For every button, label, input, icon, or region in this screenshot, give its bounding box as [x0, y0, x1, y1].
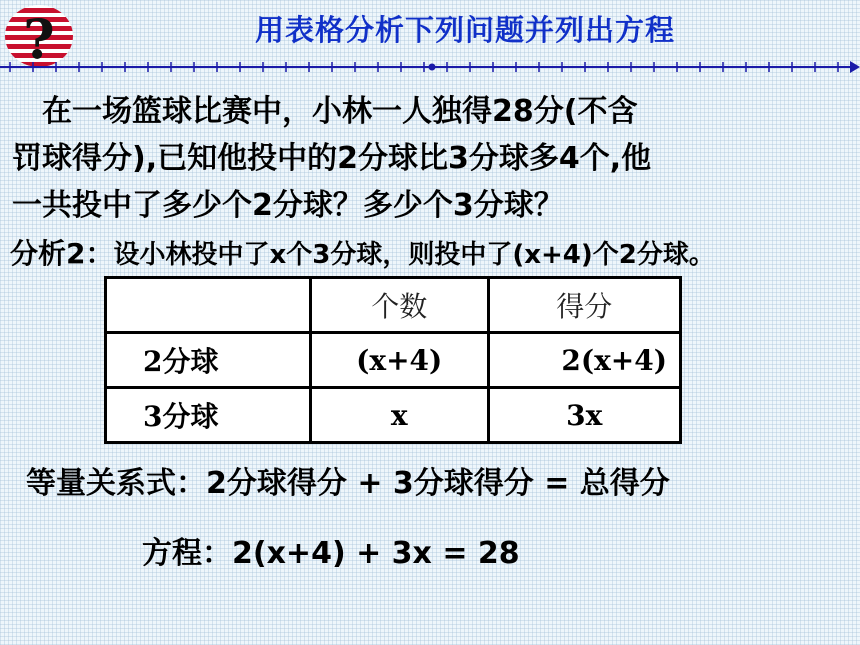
svg-text:?: ? — [23, 7, 55, 70]
table-header-cell — [106, 278, 311, 333]
table-cell: 2分球 — [106, 333, 311, 388]
table-header-row — [106, 278, 681, 333]
analysis-lead: 分析2： — [10, 237, 114, 270]
problem-line: 一共投中了多少个2分球？多少个3分球？ — [12, 188, 564, 223]
equality-relation: 等量关系式：2分球得分 + 3分球得分 = 总得分 — [26, 466, 670, 501]
table-row — [106, 388, 681, 443]
analysis-text — [10, 232, 715, 272]
table-cell: 3分球 — [106, 388, 311, 443]
table-cell: 2(x+4) — [488, 333, 680, 388]
table-cell: x — [310, 388, 488, 443]
page-title: 用表格分析下列问题并列出方程 — [255, 13, 676, 47]
equation: 方程：2(x+4) + 3x = 28 — [142, 536, 520, 571]
problem-line: 罚球得分),已知他投中的2分球比3分球多4个,他 — [12, 141, 652, 176]
analysis-body: 设小林投中了x个3分球，则投中了(x+4)个2分球。 — [113, 240, 715, 270]
table-row — [106, 333, 681, 388]
table-cell: (x+4) — [310, 333, 488, 388]
table-header-cell: 得分 — [488, 278, 680, 333]
problem-statement — [12, 88, 852, 229]
ruler-divider — [0, 56, 860, 78]
table-cell: 3x — [488, 388, 680, 443]
problem-line: 在一场篮球比赛中，小林一人独得28分(不含 — [12, 94, 638, 129]
analysis-table — [104, 276, 682, 444]
table-header-cell: 个数 — [310, 278, 488, 333]
